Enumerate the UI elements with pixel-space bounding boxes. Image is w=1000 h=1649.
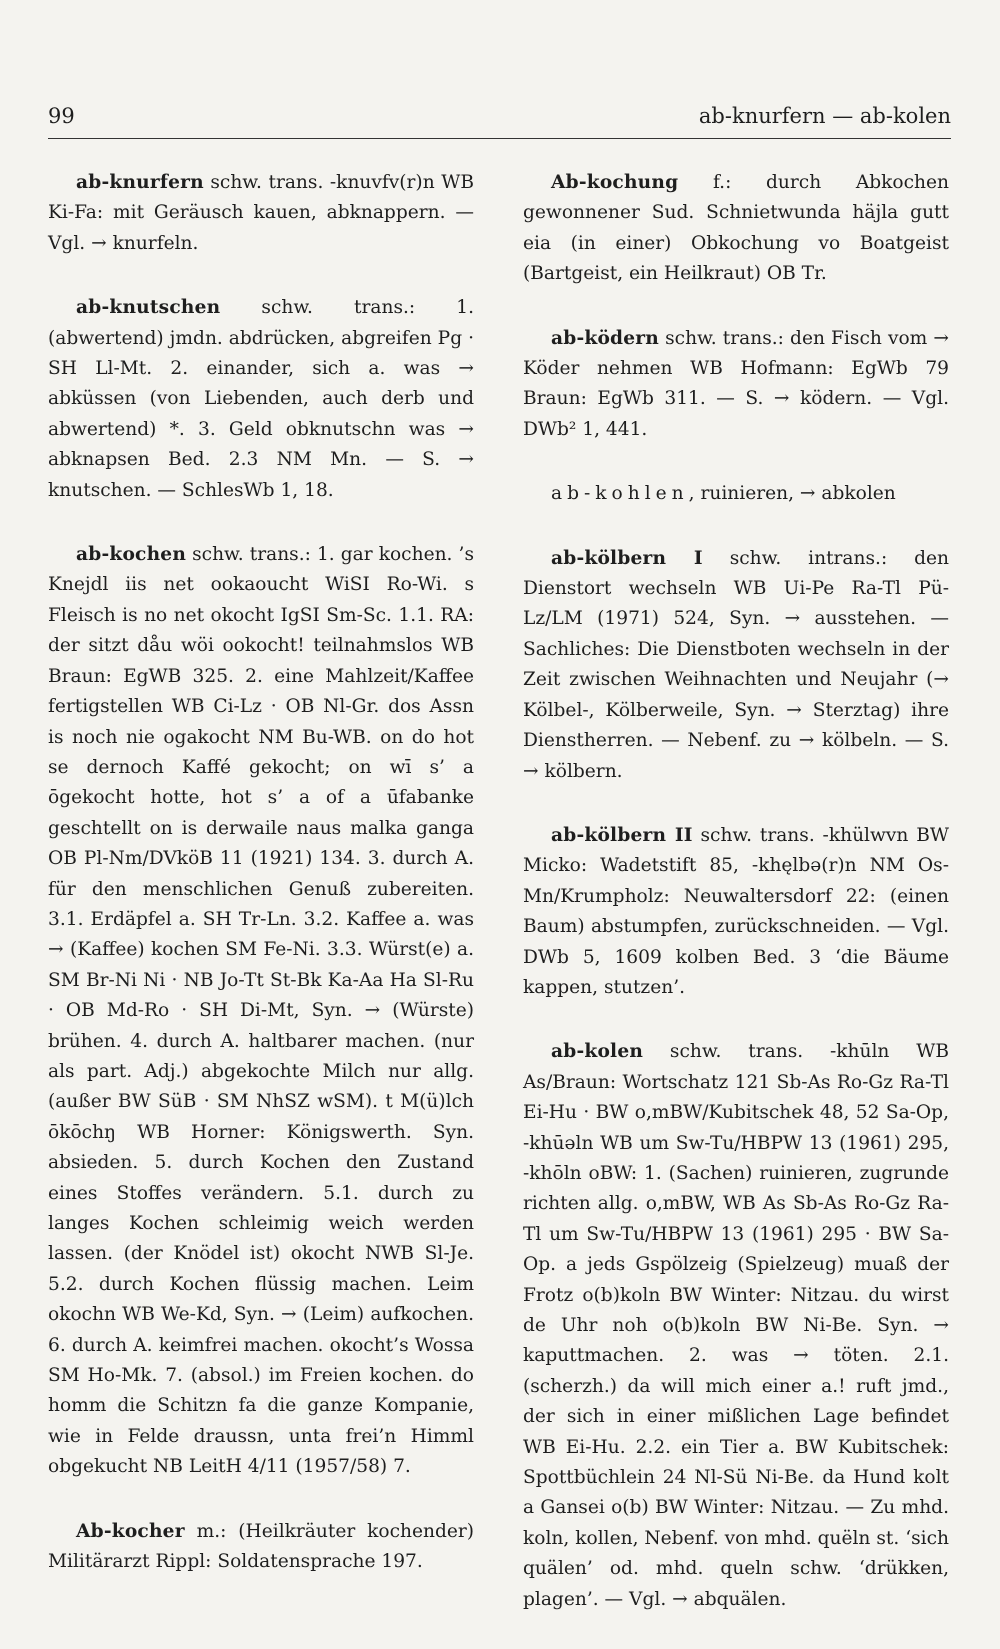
running-head: ab-knurfern — ab-kolen [698,104,951,128]
cross-reference-entry [523,479,949,509]
dictionary-entry [523,1037,949,1615]
entry-body: schw. intrans.: den Dienstort wechseln WB Ui-Pe Ra-Tl Pü-Lz/LM (1971) 524, Syn. → ausstehen. — Sachliches: Die Dienstboten wechseln in der Zeit zwischen Weihnachten und Neujahr (→ Kölbel-, Kölberweile, Syn. → Sterztag) ihre Dienstherren. — Nebenf. zu → kölbeln. — S. → kölbern. [523,547,949,782]
dictionary-entry [48,540,474,1483]
entry-headword: ab-kolen [551,1041,644,1063]
entry-headword: ab-kochen [76,544,187,566]
entry-headword: Ab-kocher [76,1520,185,1542]
entry-headword: ab-knurfern [76,172,204,193]
entry-headword: ab-ködern [551,327,659,349]
entry-headword: ab-kölbern I [551,547,703,569]
entry-body: schw. trans.: den Fisch vom → Köder nehmen WB Hofmann: EgWb 79 Braun: EgWb 311. — S. → ködern. — Vgl. DWb² 1, 441. [523,327,949,440]
page-number: 99 [48,104,75,128]
entry-body: schw. trans.: 1. gar kochen. ’s Knejdl iis net ookaoucht WiSI Ro-Wi. s Fleisch is no net okocht IgSI Sm-Sc. 1.1. RA: der sitzt dåu wöi ookocht! teilnahmslos WB Braun: EgWB 325. 2. eine Mahlzeit/Kaffee fertigstellen WB Ci-Lz · OB Nl-Gr. dos Assn is noch nie ogakocht NM Bu-WB. on do hot se dernoch Kaffé gekocht; on wī s’ a ōgekocht hotte, hot s’ a of a ūfabanke geschtellt on is derwaile naus malka ganga OB Pl-Nm/DVköB 11 (1921) 134. 3. durch A. für den menschlichen Genuß zubereiten. 3.1. Erdäpfel a. SH Tr-Ln. 3.2. Kaffee a. was → (Kaffee) kochen SM Fe-Ni. 3.3. Würst(e) a. SM Br-Ni Ni · NB Jo-Tt St-Bk Ka-Aa Ha Sl-Ru · OB Md-Ro · SH Di-Mt, Syn. → (Würste) brühen. 4. durch A. haltbarer machen. (nur als part. Adj.) abgekochte Milch nur allg. (außer BW SüB · SM NhSZ wSM). t M(ü)lch ōkōchŋ WB Horner: Königswerth. Syn. absieden. 5. durch Kochen den Zustand eines Stoffes verändern. 5.1. durch zu langes Kochen schleimig weich werden lassen. (der Knödel ist) okocht NWB Sl-Je. 5.2. durch Kochen flüssig machen. Leim okochn WB We-Kd, Syn. → (Leim) aufkochen. 6. durch A. keimfrei machen. okocht’s Wossa SM Ho-Mk. 7. (absol.) im Freien kochen. do homm die Schitzn fa die ganze Kompanie, wie in Felde draussn, unta frei’n Himml obgekucht NB LeitH 4/11 (1957/58) 7. [48,544,474,1478]
dictionary-entry [523,168,949,290]
dictionary-entry [523,544,949,787]
dictionary-entry [48,1517,474,1578]
entry-body: schw. trans. -khūln WB As/Braun: Wortschatz 121 Sb-As Ro-Gz Ra-Tl Ei-Hu · BW o,mBW/Kubitschek 48, 52 Sa-Op, -khūəln WB um Sw-Tu/HBPW 13 (1961) 295, -khōln oBW: 1. (Sachen) ruinieren, zugrunde richten allg. o,mBW, WB As Sb-As Ro-Gz Ra-Tl um Sw-Tu/HBPW 13 (1961) 295 · BW Sa-Op. a jeds Gspölzeig (Spielzeug) muaß der Frotz o(b)koln BW Winter: Nitzau. du wirst de Uhr noh o(b)koln BW Ni-Be. Syn. → kaputtmachen. 2. was → töten. 2.1. (scherzh.) da will mich einer a.! ruft jmd., der sich in einer mißlichen Lage befindet WB Ei-Hu. 2.2. ein Tier a. BW Kubitschek: Spottbüchlein 24 Nl-Sü Ni-Be. da Hund kolt a Gansei o(b) BW Winter: Nitzau. — Zu mhd. koln, kollen, Nebenf. von mhd. quëln st. ‘sich quälen’ od. mhd. queln schw. ‘drükken, plagen’. — Vgl. → abquälen. [523,1041,949,1610]
dictionary-entry [523,821,949,1003]
cross-reference-headword: ab-kohlen [551,483,689,505]
entry-body: f.: durch Abkochen gewonnener Sud. Schnietwunda häjla gutt eia (in einer) Obkochung vo Boatgeist (Bartgeist, ein Heilkraut) OB Tr. [523,172,949,285]
dictionary-entry [48,168,474,259]
page-header [48,104,951,139]
entry-headword: ab-knutschen [76,297,221,319]
entry-body: m.: (Heilkräuter kochender) Militärarzt Rippl: Soldatensprache 197. [48,1520,474,1573]
entry-headword: Ab-kochung [551,172,679,193]
right-column [523,168,949,1649]
left-column [48,168,474,1611]
dictionary-entry [48,293,474,506]
dictionary-entry [523,324,949,446]
entry-body: schw. trans. -khülwvn BW Micko: Wadetstift 85, -khęlbə(r)n NM Os-Mn/Krumpholz: Neuwaltersdorf 22: (einen Baum) abstumpfen, zurückschneiden. — Vgl. DWb 5, 1609 kolben Bed. 3 ‘die Bäume kappen, stutzen’. [523,824,950,998]
entry-body: schw. trans. -knuvfv(r)n WB Ki-Fa: mit Geräusch kauen, abknappern. — Vgl. → knurfeln. [48,172,474,254]
entry-headword: ab-kölbern II [551,824,693,846]
entry-body: , ruinieren, → abkolen [688,483,896,505]
entry-body: schw. trans.: 1. (abwertend) jmdn. abdrücken, abgreifen Pg · SH Ll-Mt. 2. einander, sich a. was → abküssen (von Liebenden, auch derb und abwertend) *. 3. Geld obknutschn was → abknapsen Bed. 2.3 NM Mn. — S. → knutschen. — SchlesWb 1, 18. [48,297,474,501]
